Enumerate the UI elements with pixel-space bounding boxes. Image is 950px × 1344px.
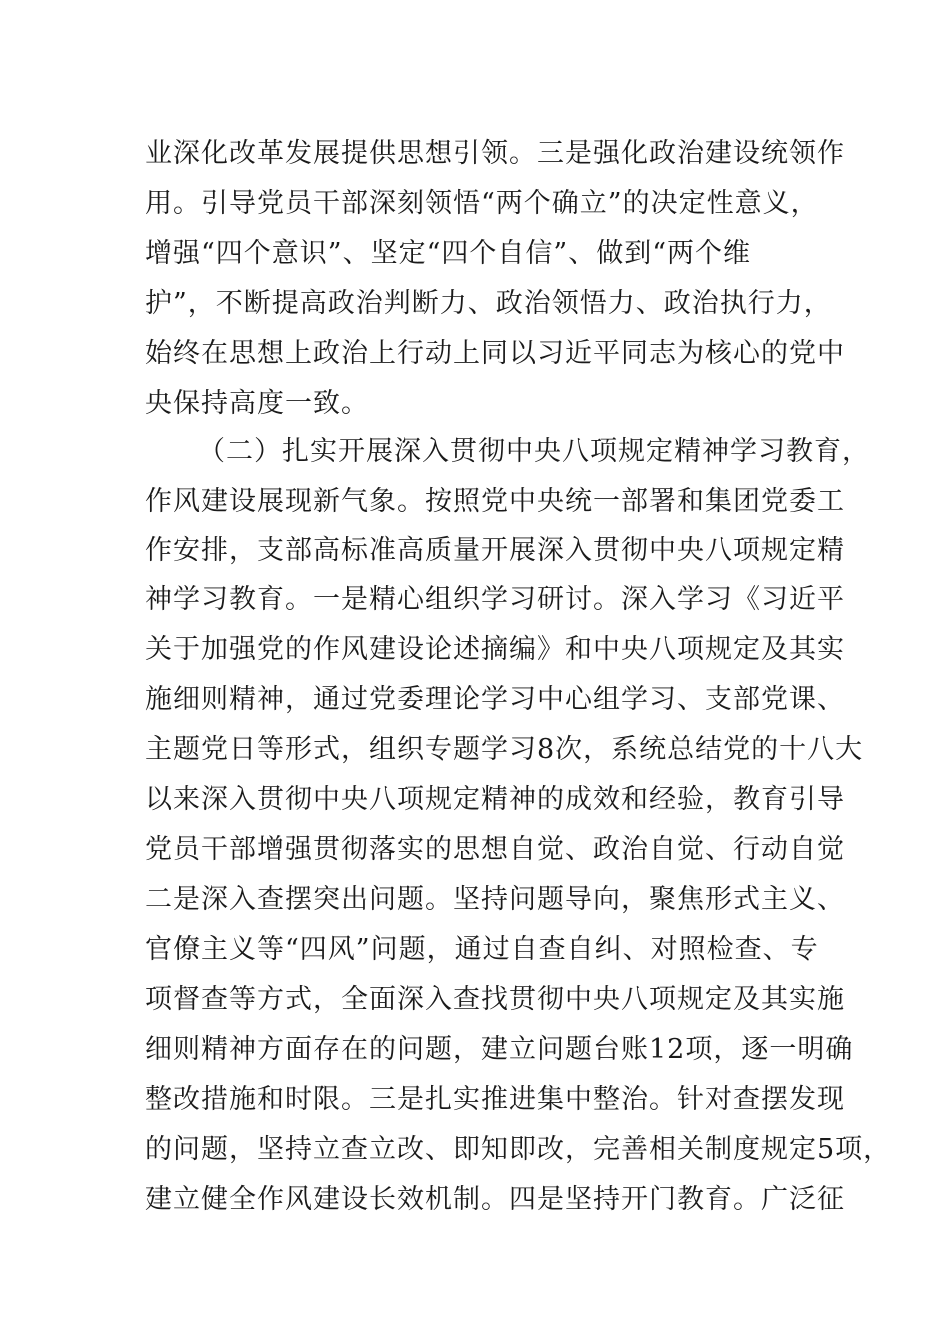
text-line: 建立健全作风建设长效机制。四是坚持开门教育。广泛征 <box>145 1184 845 1215</box>
text-line: 施细则精神，通过党委理论学习中心组学习、支部党课、 <box>145 684 845 715</box>
text-line: 始终在思想上政治上行动上同以习近平同志为核心的党中 <box>145 338 845 369</box>
text-line: 细则精神方面存在的问题，建立问题台账12项，逐一明确 <box>145 1034 854 1065</box>
text-line: 央保持高度一致。 <box>145 388 369 419</box>
text-line: 党员干部增强贯彻落实的思想自觉、政治自觉、行动自觉 <box>145 834 845 865</box>
text-line: 关于加强党的作风建设论述摘编》和中央八项规定及其实 <box>145 634 845 665</box>
text-line: 以来深入贯彻中央八项规定精神的成效和经验，教育引导 <box>145 784 845 815</box>
text-line: 整改措施和时限。三是扎实推进集中整治。针对查摆发现 <box>145 1084 845 1115</box>
section-heading-line: （二）扎实开展深入贯彻中央八项规定精神学习教育， <box>198 436 870 467</box>
text-line: 神学习教育。一是精心组织学习研讨。深入学习《习近平 <box>145 584 845 615</box>
text-line: 官僚主义等“四风”问题，通过自查自纠、对照检查、专 <box>145 934 819 965</box>
text-line: 主题党日等形式，组织专题学习8次，系统总结党的十八大 <box>145 734 864 765</box>
text-line: 业深化改革发展提供思想引领。三是强化政治建设统领作 <box>145 138 845 169</box>
text-line: 作安排，支部高标准高质量开展深入贯彻中央八项规定精 <box>145 535 845 566</box>
text-line: 项督查等方式，全面深入查找贯彻中央八项规定及其实施 <box>145 984 845 1015</box>
text-line: 护”，不断提高政治判断力、政治领悟力、政治执行力， <box>145 288 832 319</box>
text-line: 的问题，坚持立查立改、即知即改，完善相关制度规定5项， <box>145 1134 892 1165</box>
text-line: 用。引导党员干部深刻领悟“两个确立”的决定性意义， <box>145 188 819 219</box>
text-line: 二是深入查摆突出问题。坚持问题导向，聚焦形式主义、 <box>145 884 845 915</box>
text-line: 作风建设展现新气象。按照党中央统一部署和集团党委工 <box>145 486 845 517</box>
text-line: 增强“四个意识”、坚定“四个自信”、做到“两个维 <box>145 238 752 269</box>
